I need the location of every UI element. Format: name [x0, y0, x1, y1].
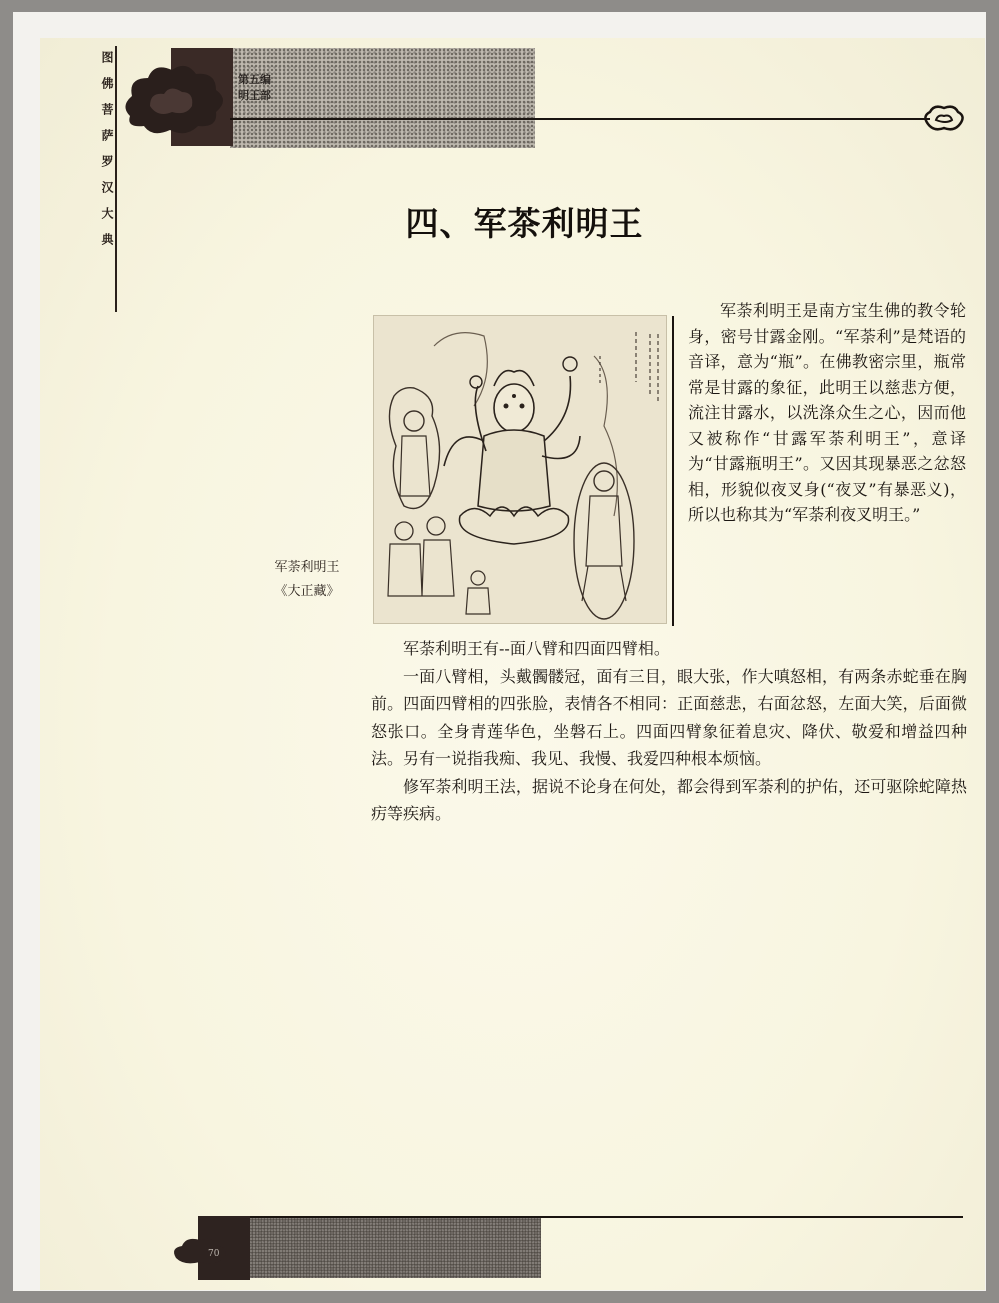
caption-line-1: 军荼利明王	[274, 560, 340, 575]
series-title-rule	[115, 46, 117, 312]
header-texture	[230, 48, 535, 148]
page-number: 70	[208, 1249, 220, 1259]
header-cloud-ornament-icon	[120, 56, 230, 138]
footer-texture	[245, 1218, 541, 1278]
intro-paragraph: 军荼利明王是南方宝生佛的教令轮身，密号甘露金刚。“军荼利”是梵语的音译，意为“瓶”。在佛教密宗里，瓶常常是甘露的象征，此明王以慈悲方便，流注甘露水，以洗涤众生之心，因而他又被称作“甘露军荼利明王”，意译为“甘露瓶明王”。又因其现暴恶之忿怒相，形貌似夜叉身(“夜叉”有暴恶义)，所以也称其为“军荼利夜叉明王。”	[688, 301, 966, 524]
deity-illustration	[373, 315, 667, 624]
article-body	[371, 635, 967, 828]
cloud-scroll-icon	[922, 104, 966, 132]
section-label	[238, 72, 271, 104]
body-paragraph: 一面八臂相，头戴髑髅冠，面有三目，眼大张，作大嗔怒相，有两条赤蛇垂在胸前。四面四臂相的四张脸，表情各不相同：正面慈悲，右面忿怒，左面大笑，后面微怒张口。全身青莲华色，坐磐石上。四面四臂象征着息灾、降伏、敬爱和增益四种法。另有一说指我痴、我见、我慢、我爱四种根本烦恼。	[371, 666, 967, 768]
footer-cloud-icon	[170, 1236, 230, 1266]
page-title-text: 四、军茶利明王	[405, 204, 644, 243]
section-label-line-1: 第五编	[238, 73, 271, 86]
page-frame	[13, 12, 986, 1291]
figure-rule	[672, 316, 674, 626]
body-paragraph: 修军荼利明王法，据说不论身在何处，都会得到军荼利的护佑，还可驱除蛇障热疠等疾病。	[371, 776, 967, 823]
header-rule	[230, 118, 930, 120]
section-label-line-2: 明王部	[238, 89, 271, 102]
deity-drawing	[374, 316, 666, 623]
figure-caption	[262, 556, 352, 604]
book-page	[40, 38, 985, 1290]
series-title: 图佛菩萨罗汉大典	[100, 51, 114, 259]
body-paragraph: 军荼利明王有--面八臂和四面四臂相。	[403, 639, 670, 658]
caption-line-2: 《大正藏》	[274, 584, 340, 599]
page-title	[40, 198, 985, 245]
